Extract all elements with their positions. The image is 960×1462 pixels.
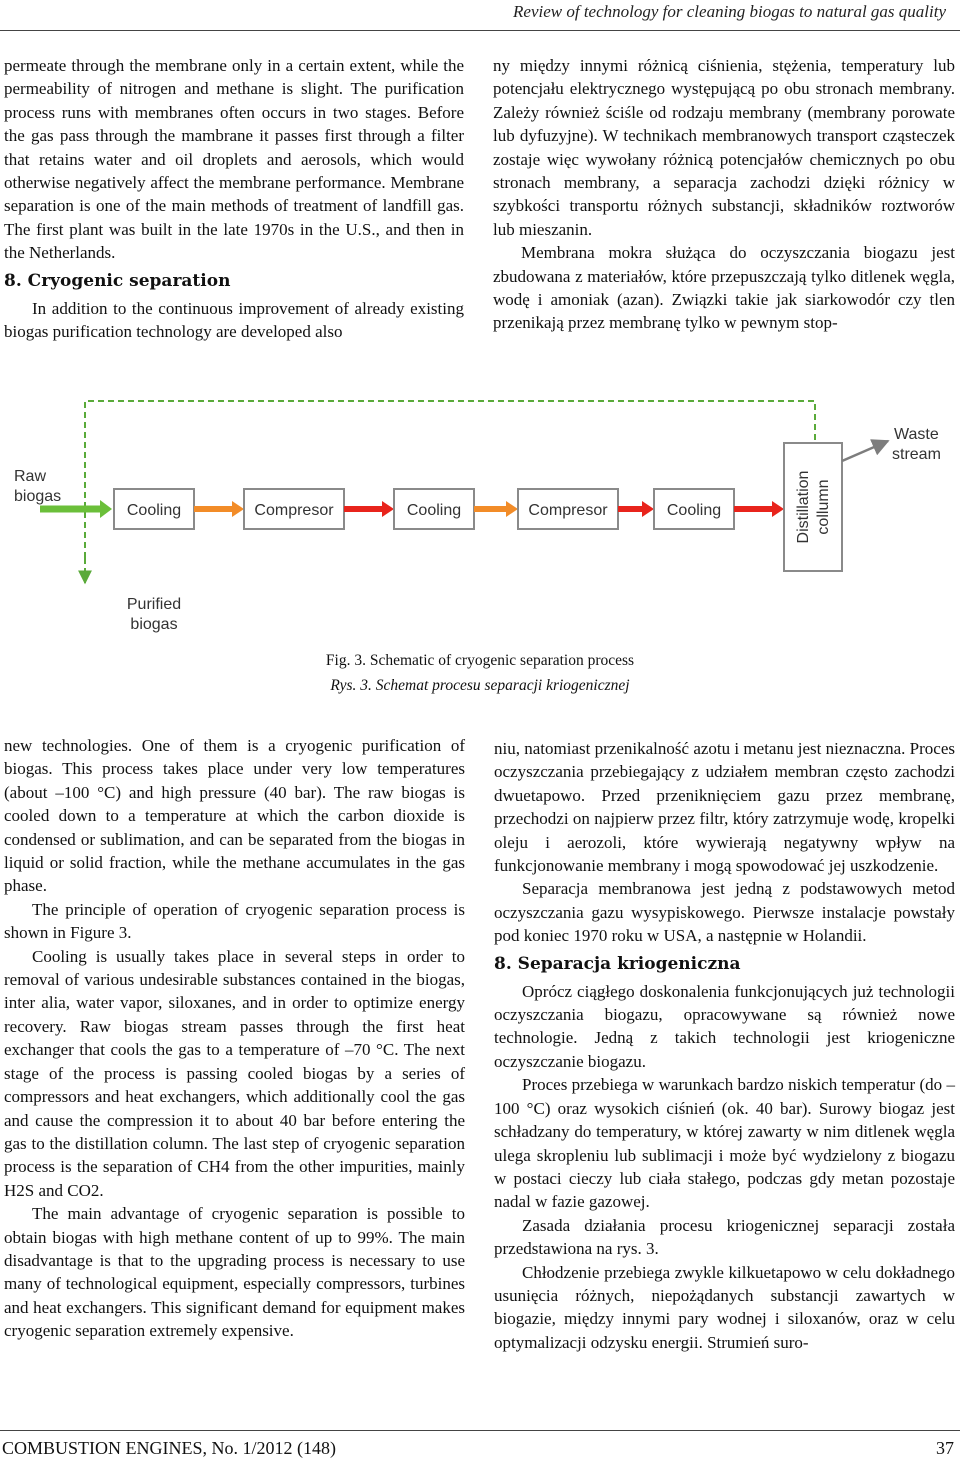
raw-biogas-label-1: Raw	[14, 468, 47, 485]
paragraph: In addition to the continuous improvement of already existing biogas purification technology are developed also	[4, 298, 464, 342]
paragraph: niu, natomiast przenikalność azotu i metanu jest nieznaczna. Proces oczyszczania przebiegający z udziałem membran często zachodzi dwuetapowo. Przed przeniknięciem gazu przez membranę, przechodzi on najpierw przez filtr, który zatrzymuje wodę, kropelki oleju i aerozoli, które wywierają negatywny wpływ na funkcjonowanie membrany i mogą spowodować jej uszkodzenie.	[494, 739, 955, 876]
top-left-column	[4, 54, 464, 343]
arrow-red-2-head	[642, 501, 654, 517]
arrow-orange-1-head	[232, 501, 244, 517]
arrow-red-3-head	[772, 501, 784, 517]
bottom-right-column	[494, 737, 955, 1354]
section-heading-en: 8. Cryogenic separation	[4, 270, 231, 291]
compressor-label-2: Compresor	[528, 502, 608, 519]
waste-label-2: stream	[892, 446, 941, 463]
paragraph: ny między innymi różnicą ciśnienia, stężenia, temperatury lub potencjału elektrycznego występującą po obu stronach membrany. Zależy również ściśle od rodzaju membrany (membrany porowate lub dyfuzyjne). W technikach membranowych transport cząsteczek zostaje więc wywołany różnicą potencjałów chemicznych po obu stronach membrany, a separacja zachodzi dzięki różnicy w szybkości transportu różnych substancji, składników roztworów lub mieszanin.	[493, 56, 955, 239]
paragraph: new technologies. One of them is a cryogenic purification of biogas. This process takes place under very low temperatures (about –100 °C) and high pressure (40 bar). The raw biogas is cooled down to a temperature at which the carbon dioxide is condensed or sublimation, and can be separated from the biogas in liquid or solid fraction, while the methane accumulates in the gas phase.	[4, 736, 465, 896]
running-title: Review of technology for cleaning biogas to natural gas quality	[513, 2, 946, 21]
cooling-label-3: Cooling	[666, 502, 722, 519]
page-number: 37	[936, 1438, 954, 1458]
inflow-arrow-head	[100, 500, 112, 518]
paragraph: Oprócz ciągłego doskonalenia funkcjonujących już technologii oczyszczania biogazu, opracowywane są również nowe technologie. Jedną z takich technologii jest kriogeniczne oczyszczanie biogazu.	[494, 981, 955, 1071]
paragraph: The main advantage of cryogenic separation is possible to obtain biogas with high methane content of up to 99%. The main disadvantage is that to the upgrading process is necessary to use many of technological equipment, especially compressors, turbines and heat exchangers. This significant demand for equipment makes cryogenic separation extremely expensive.	[4, 1204, 465, 1341]
raw-biogas-label-2: biogas	[14, 488, 62, 505]
cooling-label-1: Cooling	[126, 502, 182, 519]
paragraph: Membrana mokra służąca do oczyszczania biogazu jest zbudowana z materiałów, które przepuszczają tylko ditlenek węgla, wodę i amoniak (azan). Związki takie jak siarkowodór czy tlen przenikają przez membranę tylko w pewnym stop-	[493, 243, 955, 333]
distillation-label-2: collumn	[815, 479, 832, 535]
compressor-label-1: Compresor	[254, 502, 334, 519]
page-footer	[0, 1424, 960, 1462]
paragraph: Separacja membranowa jest jedną z podstawowych metod oczyszczania gazu wysypiskowego. Pierwsze instalacje powstały pod koniec 1970 roku w USA, a następnie w Holandii.	[494, 879, 955, 946]
journal-name: COMBUSTION ENGINES, No. 1/2012 (148)	[2, 1438, 336, 1458]
figure-caption-pl: Rys. 3. Schemat procesu separacji kriogenicznej	[330, 677, 630, 694]
process-diagram	[0, 383, 960, 645]
recycle-dashed-line	[85, 401, 815, 558]
paragraph: The principle of operation of cryogenic separation process is shown in Figure 3.	[4, 899, 465, 943]
distillation-label-1: Distillation	[795, 470, 812, 544]
paragraph: Chłodzenie przebiega zwykle kilkuetapowo w celu dokładnego usunięcia różnych, niepożądanych substancji zawartych w biogazie, między innymi pary wodnej i siloxanów, oraz w celu optymalizacji odzysku energii. Strumień suro-	[494, 1262, 955, 1352]
distillation-column-box	[784, 443, 842, 571]
waste-label-1: Waste	[894, 426, 939, 443]
purified-label-2: biogas	[130, 616, 178, 633]
figure-caption-en: Fig. 3. Schematic of cryogenic separation process	[325, 652, 635, 669]
header-rule	[0, 30, 960, 31]
paragraph: Proces przebiega w warunkach bardzo niskich temperatur (do –100 °C) oraz wysokich ciśnień (ok. 40 bar). Surowy biogaz jest schładzany do temperatury, w której zawarty w nim ditlenek węgla ulega skropleniu lub sublimacji i może być wydzielony z biogazu w postaci cieczy lub ciała stałego, podczas gdy metan pozostaje nadal w fazie gazowej.	[494, 1075, 955, 1212]
cryogenic-process-figure	[0, 383, 960, 645]
waste-arrow	[842, 441, 888, 461]
arrow-orange-2-head	[506, 501, 518, 517]
footer-rule	[0, 1430, 960, 1431]
paragraph: permeate through the membrane only in a certain extent, while the permeability of nitrogen and methane is slight. The purification process runs with membranes often occurs in two stages. Before the gas pass through the mambrane it passes first through a filter that retains water and oil droplets and aerosols, which would otherwise negatively affect the membrane performance. Membrane separation is one of the main methods of treatment of landfill gas. The first plant was built in the late 1970s in the U.S., and then in the Netherlands.	[4, 56, 464, 263]
cooling-label-2: Cooling	[406, 502, 462, 519]
paragraph: Zasada działania procesu kriogenicznej separacji została przedstawiona na rys. 3.	[494, 1215, 955, 1259]
running-header	[0, 0, 960, 40]
arrow-red-1-head	[382, 501, 394, 517]
bottom-left-column	[4, 734, 465, 1343]
purified-label-1: Purified	[126, 596, 182, 613]
paragraph: Cooling is usually takes place in several steps in order to removal of various undesirable substances contained in the biogas, inter alia, water vapor, siloxanes, and in order to optimize energy recovery. Raw biogas stream passes through the first heat exchanger that cools the gas to a temperature of –70 °C. The next stage of the process is passing cooled biogas by a series of compressors and heat exchangers, which additionally cool the gas and cause the compression it to about 40 bar before entering the gas to the distillation column. The last step of cryogenic separation process is the separation of CH4 from the other impurities, mainly H2S and CO2.	[4, 946, 465, 1200]
top-right-column	[493, 54, 955, 335]
section-heading-pl: 8. Separacja kriogeniczna	[494, 953, 741, 974]
